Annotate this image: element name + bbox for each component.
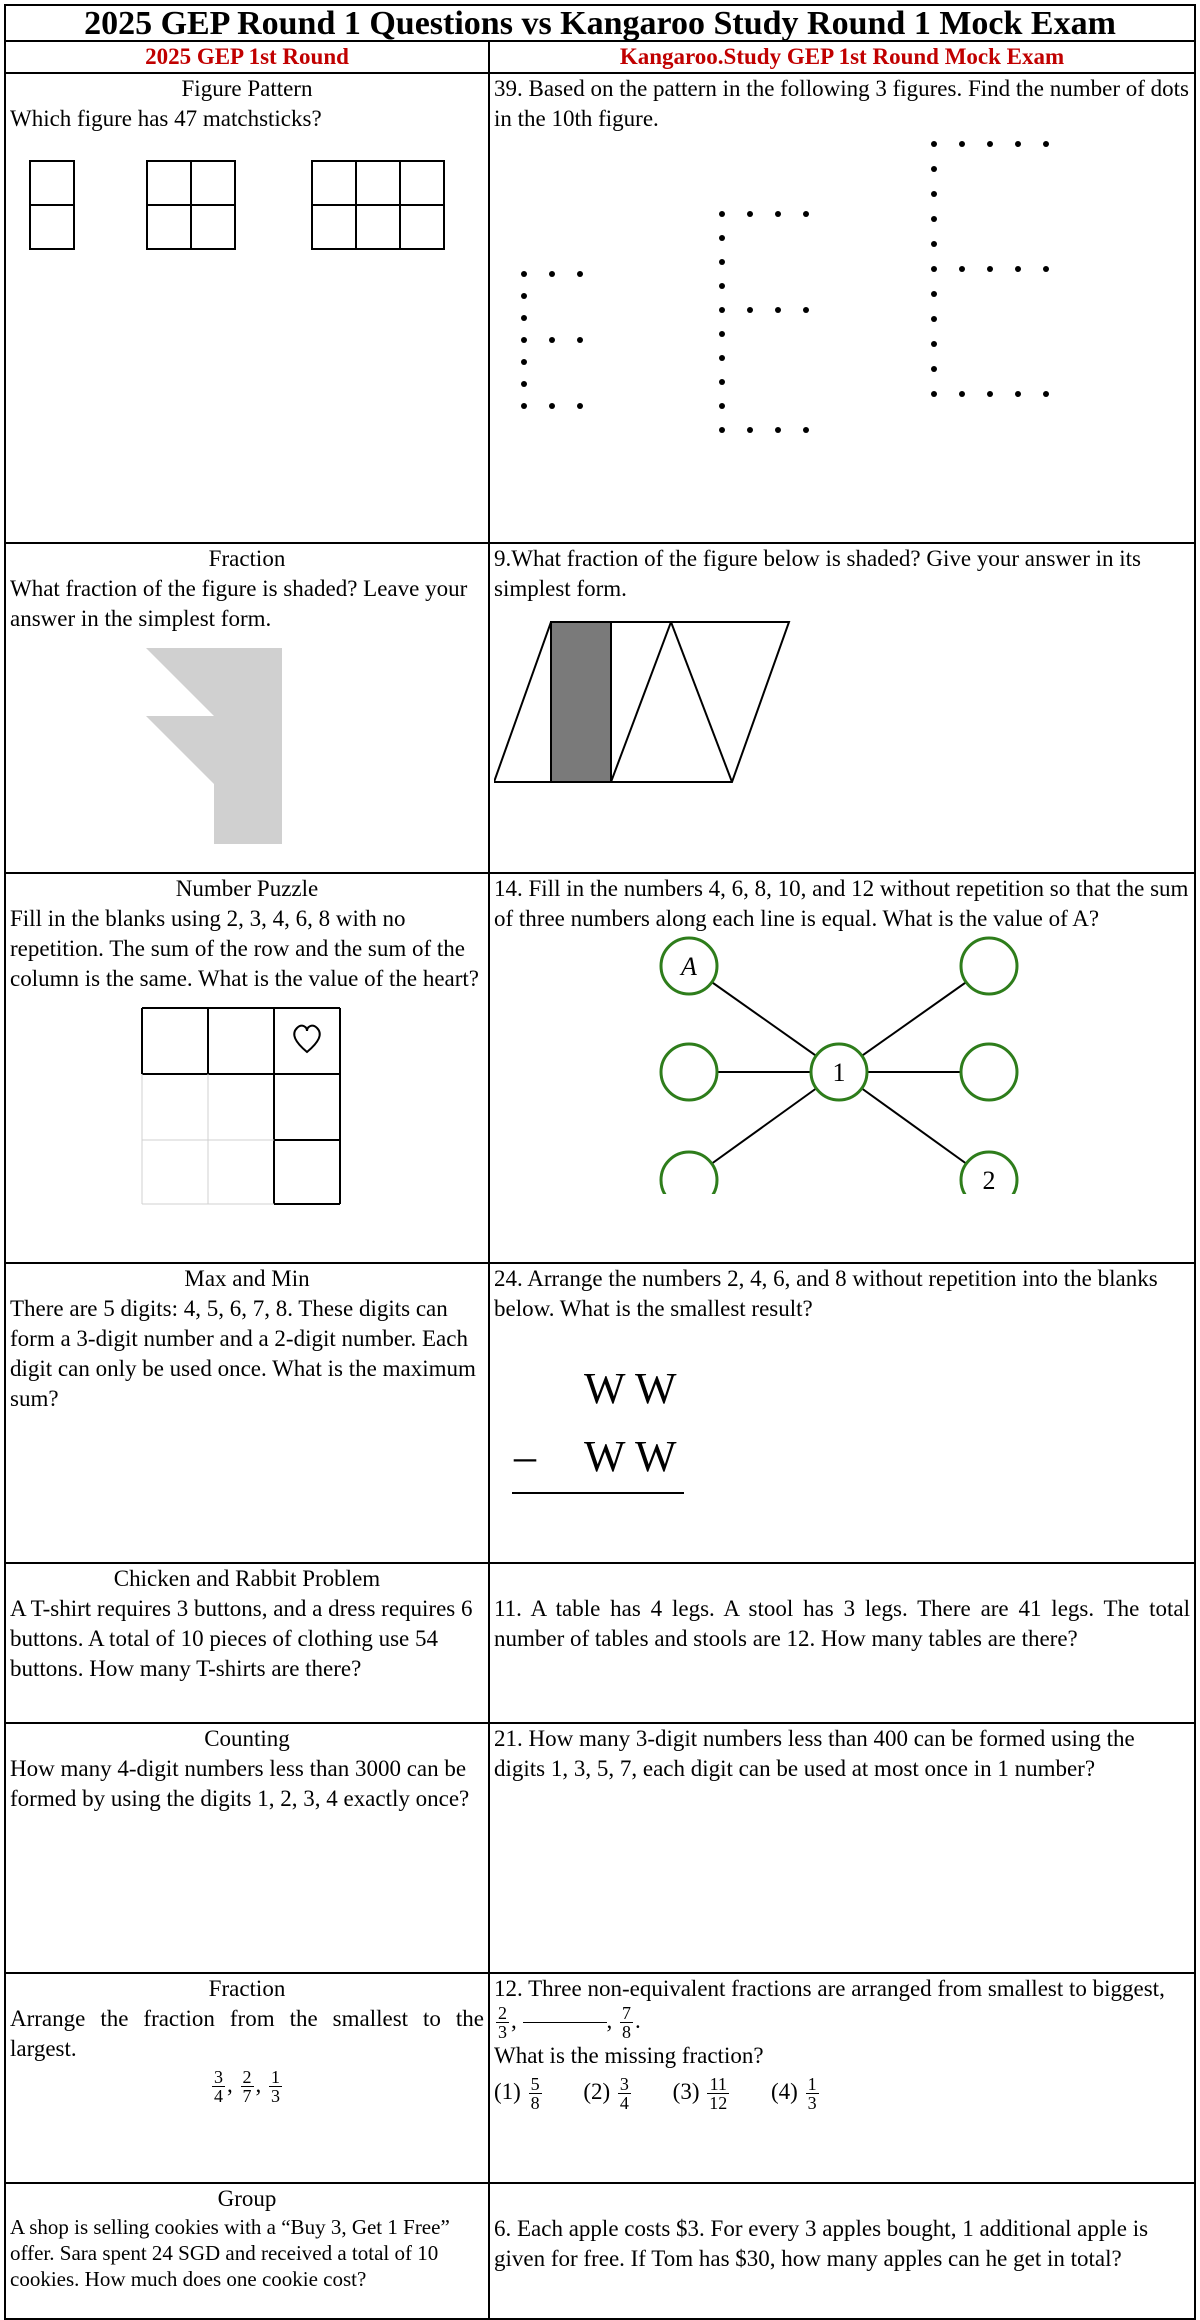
topic-label: Chicken and Rabbit Problem xyxy=(113,1566,381,1591)
pattern-dot xyxy=(931,341,937,347)
pattern-dot xyxy=(1043,266,1049,272)
question-text: 9.What fraction of the figure below is shaded? Give your answer in its simplest form. xyxy=(494,546,1141,601)
pattern-dot xyxy=(1015,141,1021,147)
question-text: Arrange the fraction from the smallest to the largest. xyxy=(10,2006,484,2061)
fraction: $\frac{2}{3}$ xyxy=(498,2003,507,2042)
left-question-cell xyxy=(5,1563,489,1723)
left-question-cell xyxy=(5,2183,489,2319)
pattern-dot xyxy=(959,266,965,272)
circle-label-center: 1 xyxy=(832,1058,846,1087)
right-question-cell xyxy=(489,2183,1195,2319)
left-column-header: 2025 GEP 1st Round xyxy=(5,41,489,73)
pattern-dot xyxy=(747,211,753,217)
subtraction-bottom: W W xyxy=(584,1432,677,1481)
fraction: $\frac{1}{3}$ xyxy=(271,2067,280,2106)
question-text: What fraction of the figure is shaded? Leave your answer in the simplest form. xyxy=(10,576,468,631)
fraction: $\frac{7}{8}$ xyxy=(622,2003,631,2042)
question-text: 21. How many 3-digit numbers less than 400 can be formed using the digits 1, 3, 5, 7, each digit can be used at most once in 1 number? xyxy=(494,1726,1135,1781)
right-question-cell xyxy=(489,1723,1195,1973)
pattern-dot xyxy=(959,141,965,147)
pattern-dot xyxy=(1043,391,1049,397)
left-question-cell xyxy=(5,543,489,873)
pattern-dot xyxy=(549,403,555,409)
pattern-dot xyxy=(719,427,725,433)
pattern-dot xyxy=(521,293,527,299)
fraction: $\frac{2}{7}$ xyxy=(242,2067,252,2106)
pattern-dot xyxy=(549,337,555,343)
left-question-cell xyxy=(5,873,489,1263)
topic-label: Group xyxy=(217,2186,277,2211)
pattern-dot xyxy=(987,266,993,272)
question-text: There are 5 digits: 4, 5, 6, 7, 8. These digits can form a 3-digit number and a 2-digit number. Each digit can only be used once. What is the maximum sum? xyxy=(10,1296,476,1411)
pattern-dot xyxy=(775,307,781,313)
pattern-dot xyxy=(719,331,725,337)
blank-line xyxy=(523,2022,607,2023)
question-text: A T-shirt requires 3 buttons, and a dress requires 6 buttons. A total of 10 pieces of clothing use 54 buttons. How many T-shirts are there? xyxy=(10,1596,473,1681)
pattern-dot xyxy=(931,266,937,272)
pattern-dot xyxy=(521,359,527,365)
pattern-dot xyxy=(577,337,583,343)
right-question-cell xyxy=(489,543,1195,873)
question-row-chicken-rabbit xyxy=(5,1563,1195,1723)
question-text: Which figure has 47 matchsticks? xyxy=(10,106,322,131)
option: (3) $\frac{11}{12}$ xyxy=(672,2074,728,2113)
pattern-dot xyxy=(521,403,527,409)
pattern-dot xyxy=(803,427,809,433)
pattern-dot xyxy=(775,211,781,217)
row-column-grid xyxy=(10,994,470,1224)
pattern-dot xyxy=(775,427,781,433)
question-row-max-min xyxy=(5,1263,1195,1563)
header-row xyxy=(5,41,1195,73)
question-text: Fill in the blanks using 2, 3, 4, 6, 8 with no repetition. The sum of the row and the sum of the column is the same. What is the value of the heart? xyxy=(10,906,480,991)
left-question-cell xyxy=(5,1263,489,1563)
pattern-dot xyxy=(1015,391,1021,397)
pattern-dot xyxy=(521,271,527,277)
pattern-dot xyxy=(719,403,725,409)
left-question-cell xyxy=(5,1973,489,2183)
topic-label: Number Puzzle xyxy=(175,876,319,901)
pattern-dot xyxy=(931,166,937,172)
subtraction-top: W W xyxy=(584,1364,677,1413)
pattern-dot xyxy=(719,235,725,241)
matchstick-figures xyxy=(10,134,470,254)
option: (2) $\frac{3}{4}$ xyxy=(583,2074,629,2113)
question-row-fraction-order xyxy=(5,1973,1195,2183)
pattern-dot xyxy=(931,391,937,397)
comparison-sheet xyxy=(4,4,1196,2297)
page-title: 2025 GEP Round 1 Questions vs Kangaroo Study Round 1 Mock Exam xyxy=(4,4,1196,42)
pattern-dot xyxy=(577,403,583,409)
question-subtext: What is the missing fraction? xyxy=(494,2043,764,2068)
pattern-dot xyxy=(1043,141,1049,147)
topic-label: Max and Min xyxy=(184,1266,310,1291)
right-question-cell xyxy=(489,873,1195,1263)
question-text: 11. A table has 4 legs. A stool has 3 legs. There are 41 legs. The total number of tables and stools are 12. How many tables are there? xyxy=(494,1596,1190,1651)
question-text: 14. Fill in the numbers 4, 6, 8, 10, and 12 without repetition so that the sum of three numbers along each line is equal. What is the value of A? xyxy=(494,876,1189,931)
pattern-dot xyxy=(719,283,725,289)
topic-label: Fraction xyxy=(208,546,286,571)
pattern-dot xyxy=(747,307,753,313)
fraction: $\frac{3}{4}$ xyxy=(214,2067,223,2106)
pattern-dot xyxy=(931,366,937,372)
right-question-cell xyxy=(489,1263,1195,1563)
right-question-cell xyxy=(489,73,1195,543)
subtraction-layout xyxy=(494,1324,1190,1534)
question-row-fraction xyxy=(5,543,1195,873)
pattern-dot xyxy=(719,355,725,361)
circle-label-bottom-right: 2 xyxy=(982,1166,996,1194)
right-question-cell xyxy=(489,1563,1195,1723)
question-row-figure-pattern xyxy=(5,73,1195,543)
pattern-dot xyxy=(931,141,937,147)
pattern-dot xyxy=(803,307,809,313)
option: (4) $\frac{1}{3}$ xyxy=(770,2074,817,2113)
question-text: A shop is selling cookies with a “Buy 3, Get 1 Free” offer. Sara spent 24 SGD and received a total of 10 cookies. How much does one cookie cost? xyxy=(10,2215,450,2291)
left-question-cell xyxy=(5,1723,489,1973)
question-text: 12. Three non-equivalent fractions are arranged from smallest to biggest, xyxy=(494,1976,1165,2001)
result-line xyxy=(512,1492,684,1494)
pattern-dot xyxy=(719,259,725,265)
heart-icon xyxy=(294,1026,320,1052)
fraction-sequence: $\frac{2}{3}$ , , $\frac{7}{8}$ . xyxy=(498,2003,641,2042)
pattern-dot xyxy=(931,316,937,322)
circle-line-puzzle xyxy=(494,934,1194,1194)
pattern-dot xyxy=(987,141,993,147)
pattern-dot xyxy=(521,315,527,321)
minus-sign: – xyxy=(514,1432,536,1481)
pattern-dot xyxy=(549,271,555,277)
pattern-dot xyxy=(719,379,725,385)
question-text: 39. Based on the pattern in the following 3 figures. Find the number of dots in the 10th figure. xyxy=(494,76,1189,131)
pattern-dot xyxy=(521,337,527,343)
right-question-cell xyxy=(489,1973,1195,2183)
question-row-group xyxy=(5,2183,1195,2319)
pattern-dot xyxy=(719,211,725,217)
pattern-dot xyxy=(931,216,937,222)
topic-label: Counting xyxy=(204,1726,290,1751)
pattern-dot xyxy=(803,211,809,217)
pattern-dot xyxy=(577,271,583,277)
option: (1) $\frac{5}{8}$ xyxy=(494,2074,540,2113)
fraction-list: $\frac{3}{4}$ , $\frac{2}{7}$ , $\frac{1}{3}$ xyxy=(214,2067,280,2106)
pattern-dot xyxy=(931,291,937,297)
question-row-number-puzzle xyxy=(5,873,1195,1263)
question-text: How many 4-digit numbers less than 3000 can be formed by using the digits 1, 2, 3, 4 exactly once? xyxy=(10,1756,470,1811)
pattern-dot xyxy=(1015,266,1021,272)
pattern-dot xyxy=(959,391,965,397)
shaded-square-grid xyxy=(10,634,470,844)
question-text: 6. Each apple costs $3. For every 3 apples bought, 1 additional apple is given for free. If Tom has $30, how many apples can he get in total? xyxy=(494,2216,1149,2271)
pattern-dot xyxy=(987,391,993,397)
right-column-header: Kangaroo.Study GEP 1st Round Mock Exam xyxy=(489,41,1195,73)
pattern-dot xyxy=(719,307,725,313)
answer-options xyxy=(494,2071,1190,2112)
pattern-dot xyxy=(931,191,937,197)
question-text: 24. Arrange the numbers 2, 4, 6, and 8 without repetition into the blanks below. What is the smallest result? xyxy=(494,1266,1158,1321)
pattern-dot xyxy=(931,241,937,247)
topic-label: Fraction xyxy=(208,1976,286,2001)
dot-pattern-figures xyxy=(494,134,1194,444)
left-question-cell xyxy=(5,73,489,543)
circle-label-a: A xyxy=(681,952,697,981)
comparison-table xyxy=(4,40,1196,2320)
pattern-dot xyxy=(521,381,527,387)
pattern-dot xyxy=(747,427,753,433)
question-row-counting xyxy=(5,1723,1195,1973)
parallelogram-figure xyxy=(494,604,1194,784)
topic-label: Figure Pattern xyxy=(181,76,313,101)
